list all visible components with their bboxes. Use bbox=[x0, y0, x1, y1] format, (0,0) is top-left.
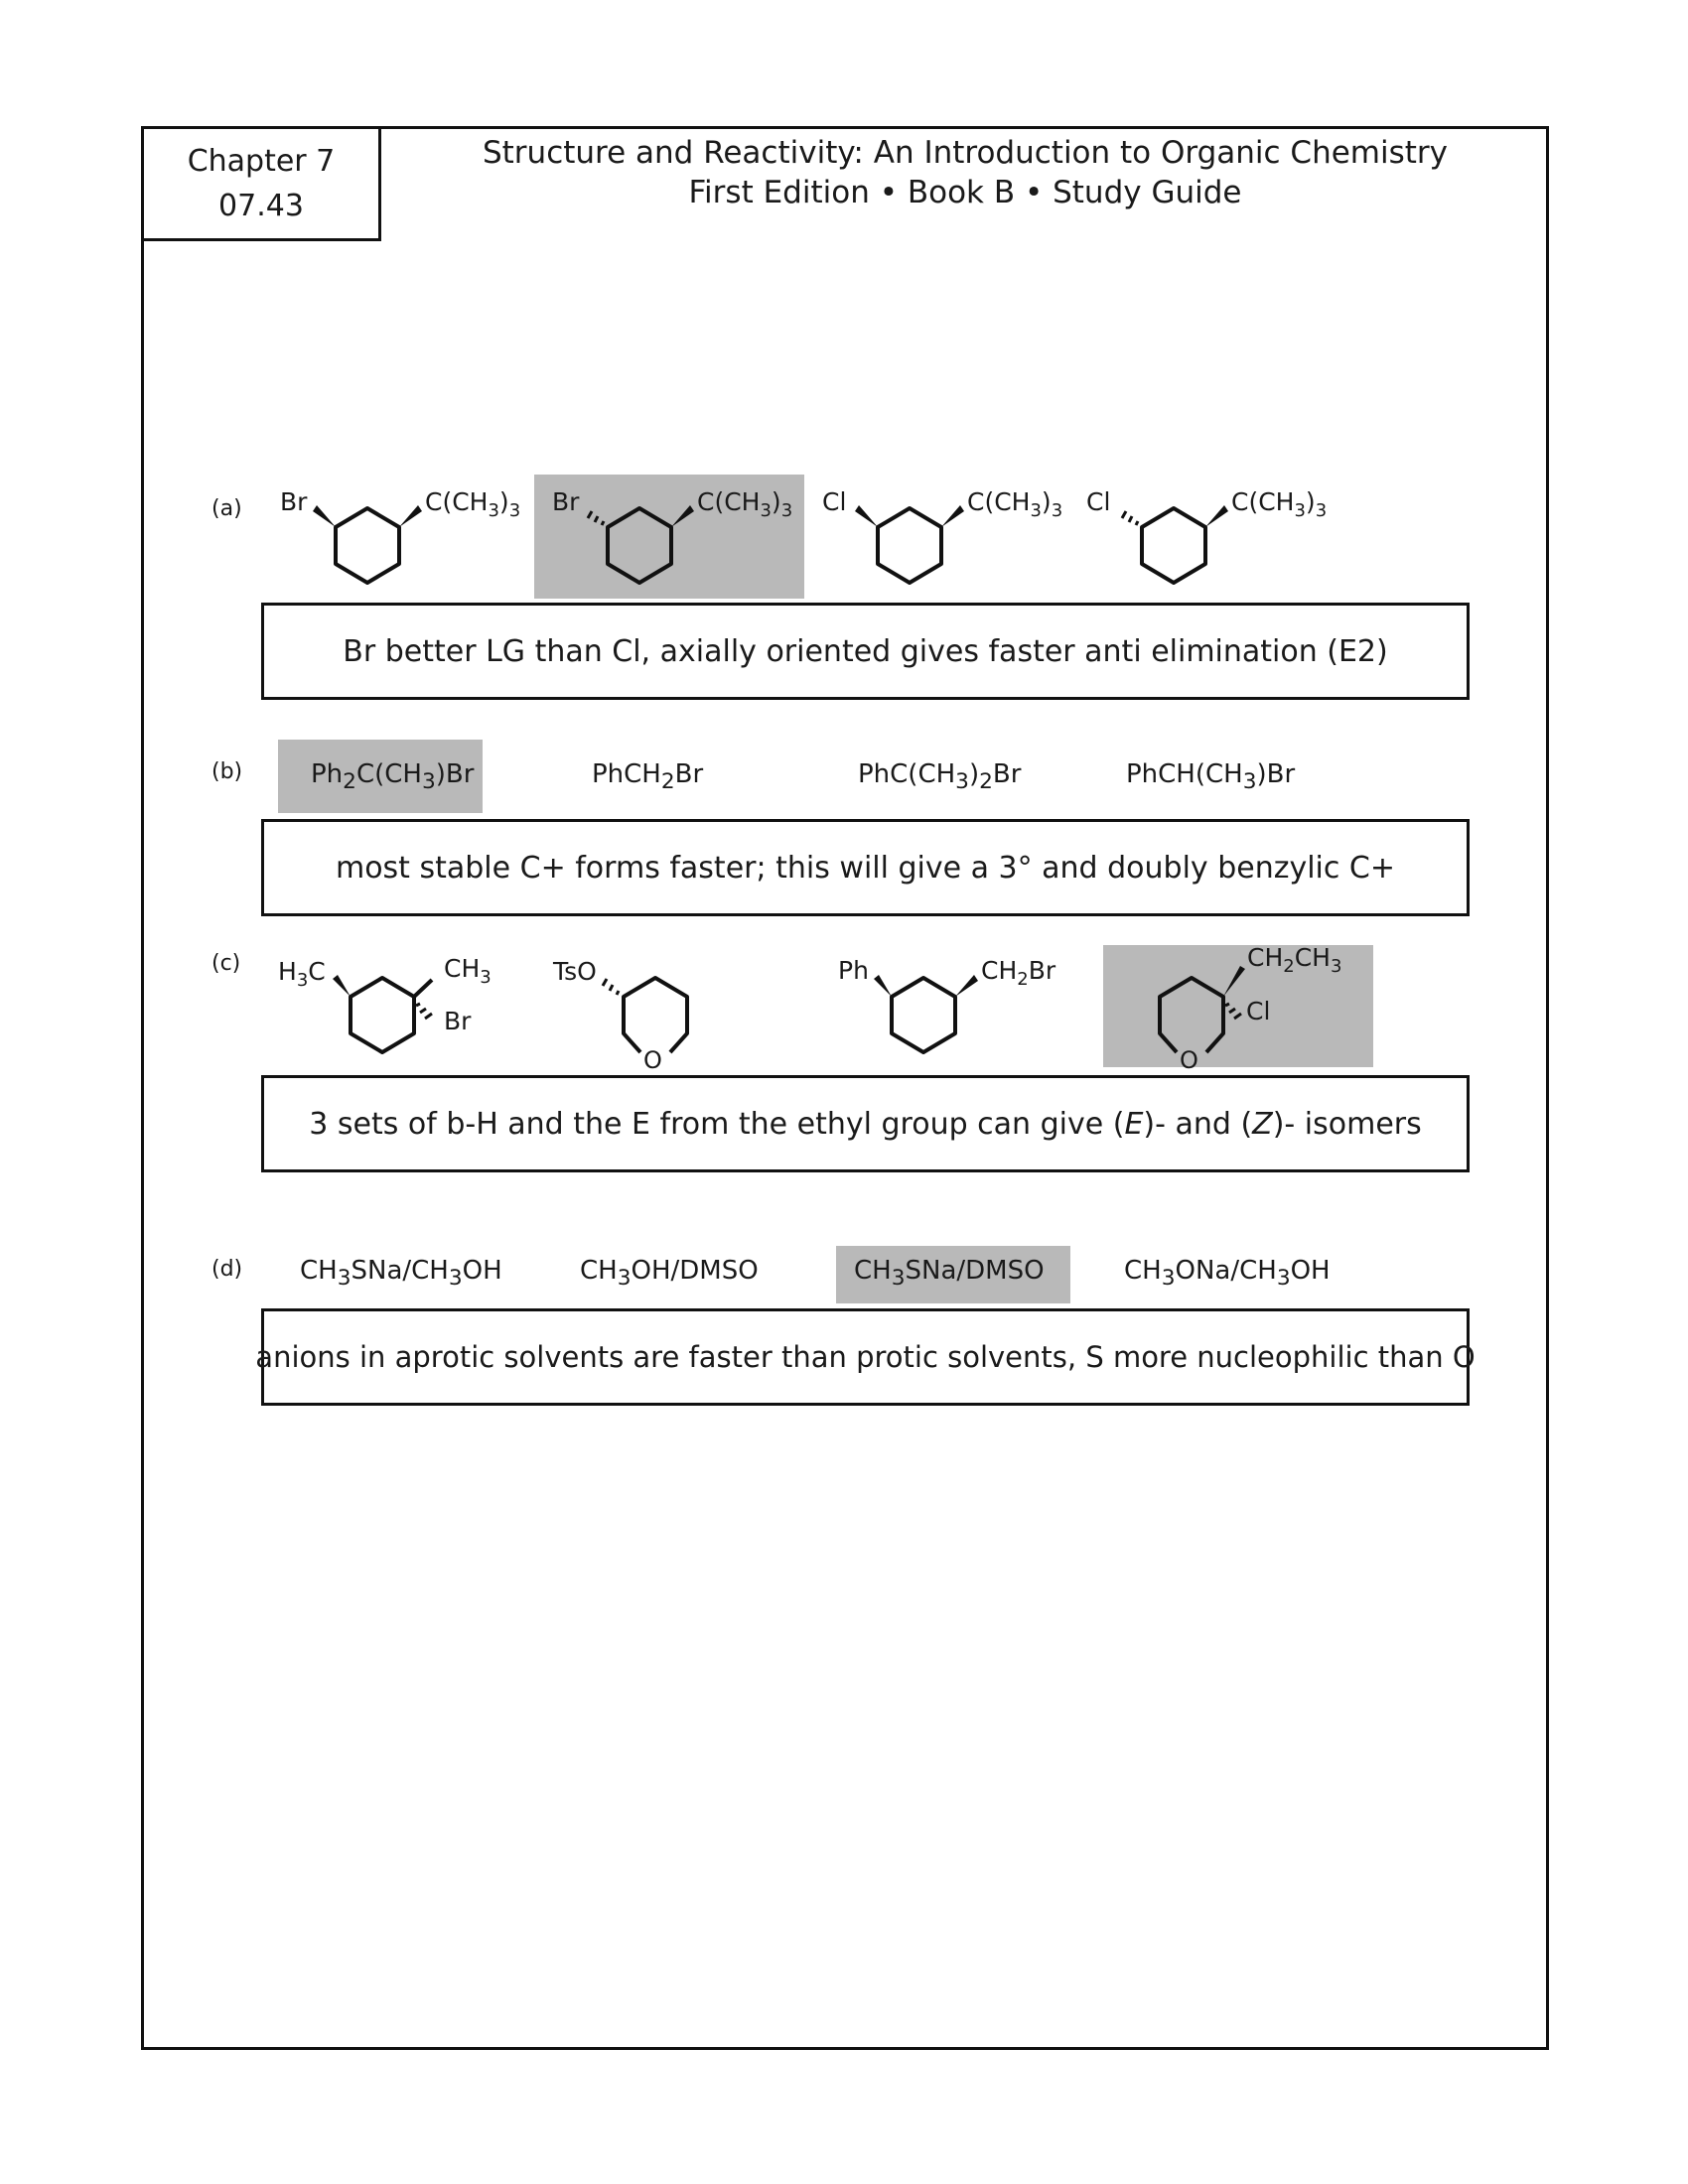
substituent-tbu: $C(CH_3)_3$ bbox=[1231, 487, 1328, 521]
ring-oxygen: O bbox=[643, 1046, 662, 1074]
substituent-br: Br bbox=[552, 487, 580, 516]
a-compound-3 bbox=[822, 487, 1062, 583]
substituent-ch3: $CH_3$ bbox=[444, 954, 492, 988]
b-compound-1: $Ph_2C(CH_3)Br$ bbox=[311, 759, 475, 795]
wedge-bond bbox=[941, 505, 964, 527]
a-compound-1 bbox=[280, 487, 520, 583]
b-compound-2: PhCH$_2$Br bbox=[592, 759, 704, 795]
d-reagent-2: $CH_3OH$/DMSO bbox=[580, 1256, 759, 1292]
c-compound-4 bbox=[1160, 943, 1341, 1074]
c-compound-3 bbox=[838, 956, 1056, 1052]
wedge-bond bbox=[955, 975, 978, 997]
substituent-ch2br: $CH_2Br$ bbox=[981, 956, 1056, 990]
part-d-label: (d) bbox=[211, 1257, 243, 1282]
chapter-label: Chapter 7 bbox=[187, 144, 336, 179]
a-compound-2 bbox=[552, 487, 792, 583]
wedge-bond bbox=[671, 505, 694, 527]
c-compound-1 bbox=[278, 954, 492, 1052]
wedge-bond bbox=[399, 505, 422, 527]
substituent-cl: Cl bbox=[822, 487, 847, 516]
substituent-br: Br bbox=[444, 1007, 472, 1035]
substituent-tbu: $C(CH_3)_3$ bbox=[425, 487, 521, 521]
book-title-line1: Structure and Reactivity: An Introduction to Organic Chemistry bbox=[482, 135, 1449, 171]
answer-box-a bbox=[261, 603, 1470, 700]
part-a-label: (a) bbox=[211, 496, 242, 521]
problem-number: 07.43 bbox=[218, 189, 304, 223]
substituent-tbu: $C(CH_3)_3$ bbox=[697, 487, 793, 521]
hashed-bond bbox=[588, 511, 604, 525]
substituent-tso: TsO bbox=[553, 957, 597, 986]
d-reagent-4: $CH_3ONa/CH_3OH$ bbox=[1124, 1256, 1331, 1292]
substituent-tbu: $C(CH_3)_3$ bbox=[967, 487, 1063, 521]
substituent-br: Br bbox=[280, 487, 308, 516]
answer-box-d bbox=[255, 1308, 1476, 1406]
c-compound-2 bbox=[552, 957, 687, 1074]
answer-a-text: Br better LG than Cl, axially oriented gives faster anti elimination (E2) bbox=[343, 633, 1388, 669]
answer-b-text: most stable C+ forms faster; this will give a 3° and doubly benzylic C+ bbox=[335, 850, 1396, 886]
answer-box-c bbox=[261, 1075, 1470, 1172]
substituent-cl: Cl bbox=[1246, 997, 1271, 1025]
hashed-bond bbox=[1225, 1004, 1241, 1019]
substituent-cl: Cl bbox=[1086, 487, 1111, 516]
wedge-bond bbox=[1223, 966, 1245, 997]
wedge-bond bbox=[313, 505, 336, 527]
b-compound-3: $PhC(CH_3)_2Br$ bbox=[858, 759, 1022, 795]
ring-oxygen: O bbox=[1180, 1046, 1198, 1074]
hashed-bond bbox=[416, 1004, 432, 1019]
hashed-bond bbox=[603, 979, 619, 995]
d-reagent-1: $CH_3SNa/CH_3OH$ bbox=[300, 1256, 502, 1292]
wedge-bond bbox=[1205, 505, 1228, 527]
substituent-ethyl: $CH_2CH_3$ bbox=[1247, 943, 1342, 977]
answer-c-text: 3 sets of b-H and the E from the ethyl group can give (E)- and (Z)- isomers bbox=[309, 1106, 1422, 1142]
substituent-h3c: $H_3C$ bbox=[278, 957, 326, 991]
a-compound-4 bbox=[1086, 487, 1327, 583]
d-reagent-3: $CH_3SNa$/DMSO bbox=[854, 1256, 1045, 1292]
wedge-bond bbox=[855, 505, 878, 527]
b-compound-4: $PhCH(CH_3)Br$ bbox=[1126, 759, 1296, 795]
answer-d-text: anions in aprotic solvents are faster than protic solvents, S more nucleophilic than O bbox=[255, 1340, 1476, 1374]
wedge-bond bbox=[874, 975, 892, 997]
answer-box-b bbox=[261, 819, 1470, 916]
hashed-bond bbox=[1122, 511, 1138, 525]
substituent-ph: Ph bbox=[838, 956, 869, 985]
book-title-line2: First Edition • Book B • Study Guide bbox=[688, 175, 1242, 210]
wedge-bond bbox=[333, 975, 351, 997]
part-c-label: (c) bbox=[211, 951, 241, 976]
part-b-label: (b) bbox=[211, 759, 243, 784]
